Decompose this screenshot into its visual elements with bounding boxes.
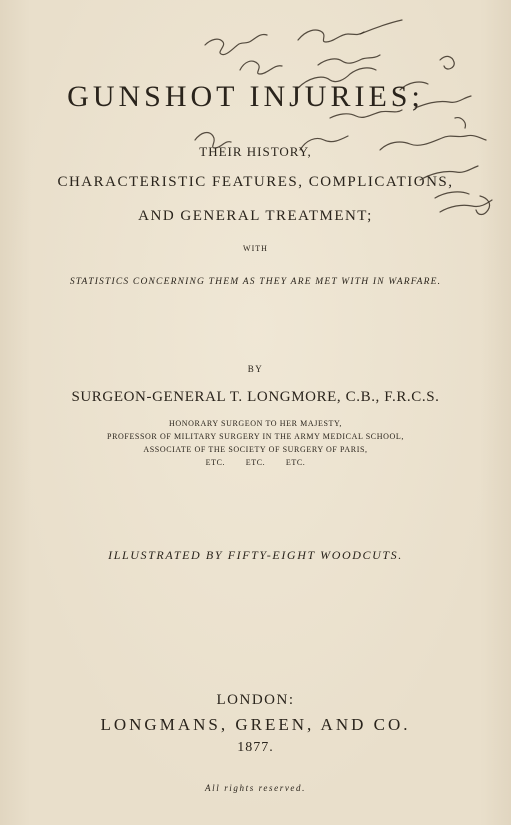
with-label: WITH: [243, 244, 268, 253]
publication-year: 1877.: [237, 740, 274, 755]
publication-place: LONDON:: [216, 692, 295, 708]
etc-line: ETC. ETC. ETC.: [205, 458, 306, 467]
credential-line: PROFESSOR OF MILITARY SURGERY IN THE ARMY MEDICAL SCHOOL,: [107, 432, 404, 441]
subtitle-treatment: AND GENERAL TREATMENT;: [138, 208, 373, 224]
author-name: SURGEON-GENERAL T. LONGMORE, C.B., F.R.C.S.: [71, 389, 440, 405]
credential-line: ASSOCIATE OF THE SOCIETY OF SURGERY OF PARIS,: [143, 445, 368, 454]
rights-notice: All rights reserved.: [205, 783, 306, 793]
illustrated-line: ILLUSTRATED BY FIFTY-EIGHT WOODCUTS.: [108, 548, 403, 562]
credential-line: HONORARY SURGEON TO HER MAJESTY,: [169, 419, 342, 428]
by-label: BY: [247, 364, 264, 374]
book-title: GUNSHOT INJURIES;: [67, 80, 424, 113]
statistics-line: STATISTICS CONCERNING THEM AS THEY ARE MET WITH IN WARFARE.: [69, 277, 442, 287]
subtitle-features: CHARACTERISTIC FEATURES, COMPLICATIONS,: [57, 174, 454, 190]
subtitle-history: THEIR HISTORY,: [199, 144, 312, 159]
publisher-name: LONGMANS, GREEN, AND CO.: [100, 715, 411, 734]
